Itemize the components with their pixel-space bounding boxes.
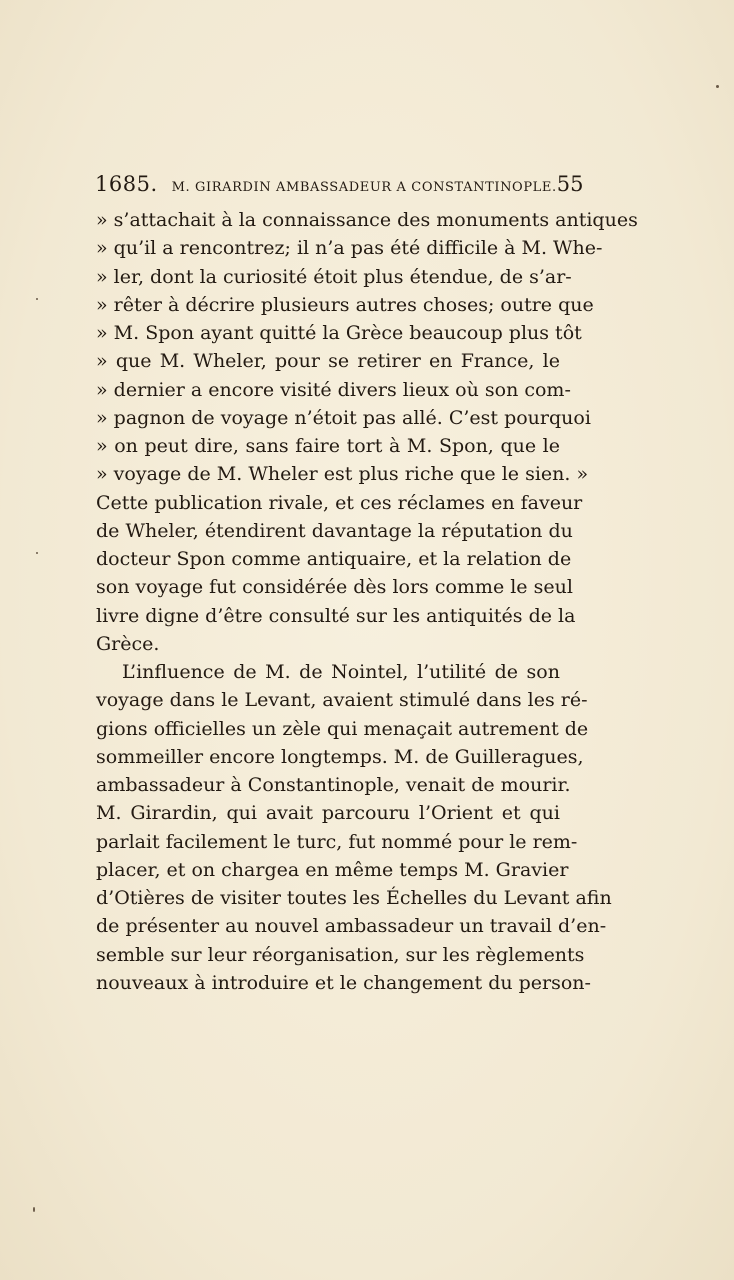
paper-speck	[36, 552, 38, 554]
text-line: » rêter à décrire plusieurs autres choses; outre que	[96, 293, 594, 316]
text-line: de Wheler, étendirent davantage la réputation du	[96, 519, 573, 542]
text-line: ambassadeur à Constantinople, venait de mourir.	[96, 774, 571, 796]
text-line: M. Girardin, qui avait parcouru l’Orient et qui	[96, 802, 560, 825]
text-line: » voyage de M. Wheler est plus riche que le sien. »	[96, 463, 589, 486]
text-line: sommeiller encore longtemps. M. de Guilleragues,	[96, 745, 584, 768]
page-number: 55	[556, 172, 584, 196]
text-line: L’influence de M. de Nointel, l’utilité de son	[122, 661, 560, 683]
text-line: » ler, dont la curiosité étoit plus étendue, de s’ar-	[96, 265, 572, 288]
text-line: » qu’il a rencontrez; il n’a pas été difficile à M. Whe-	[96, 237, 603, 260]
text-line: » que M. Wheler, pour se retirer en France, le	[96, 350, 560, 373]
text-line: voyage dans le Levant, avaient stimulé dans les ré-	[96, 689, 588, 712]
paper-speck	[33, 1207, 35, 1212]
text-line: Cette publication rivale, et ces réclames en faveur	[96, 491, 583, 514]
text-line: » dernier a encore visité divers lieux où son com-	[96, 378, 571, 401]
text-line: » M. Spon ayant quitté la Grèce beaucoup plus tôt	[96, 322, 582, 344]
text-line: docteur Spon comme antiquaire, et la relation de	[96, 548, 572, 570]
header-year: 1685.	[95, 172, 158, 196]
text-line: Grèce.	[96, 632, 160, 655]
page-header	[95, 172, 584, 202]
text-line: » pagnon de voyage n’étoit pas allé. C’est pourquoi	[96, 406, 591, 429]
running-title: M. GIRARDIN AMBASSADEUR A CONSTANTINOPLE.	[171, 180, 557, 195]
text-line: semble sur leur réorganisation, sur les règlements	[96, 943, 585, 966]
paper-speck	[36, 298, 38, 300]
text-line: parlait facilement le turc, fut nommé pour le rem-	[96, 830, 578, 853]
text-line: » on peut dire, sans faire tort à M. Spon, que le	[96, 435, 560, 457]
body-text	[96, 206, 638, 997]
paper-speck	[716, 85, 719, 88]
text-line: livre digne d’être consulté sur les antiquités de la	[96, 604, 576, 627]
text-line: son voyage fut considérée dès lors comme le seul	[96, 576, 573, 599]
text-line: d’Otières de visiter toutes les Échelles du Levant afin	[96, 887, 612, 909]
text-line: placer, et on chargea en même temps M. Gravier	[96, 858, 569, 881]
text-line: » s’attachait à la connaissance des monuments antiques	[96, 209, 638, 231]
text-line: nouveaux à introduire et le changement du person-	[96, 971, 591, 994]
text-line: gions officielles un zèle qui menaçait autrement de	[96, 717, 589, 740]
text-line: de présenter au nouvel ambassadeur un travail d’en-	[96, 915, 607, 938]
